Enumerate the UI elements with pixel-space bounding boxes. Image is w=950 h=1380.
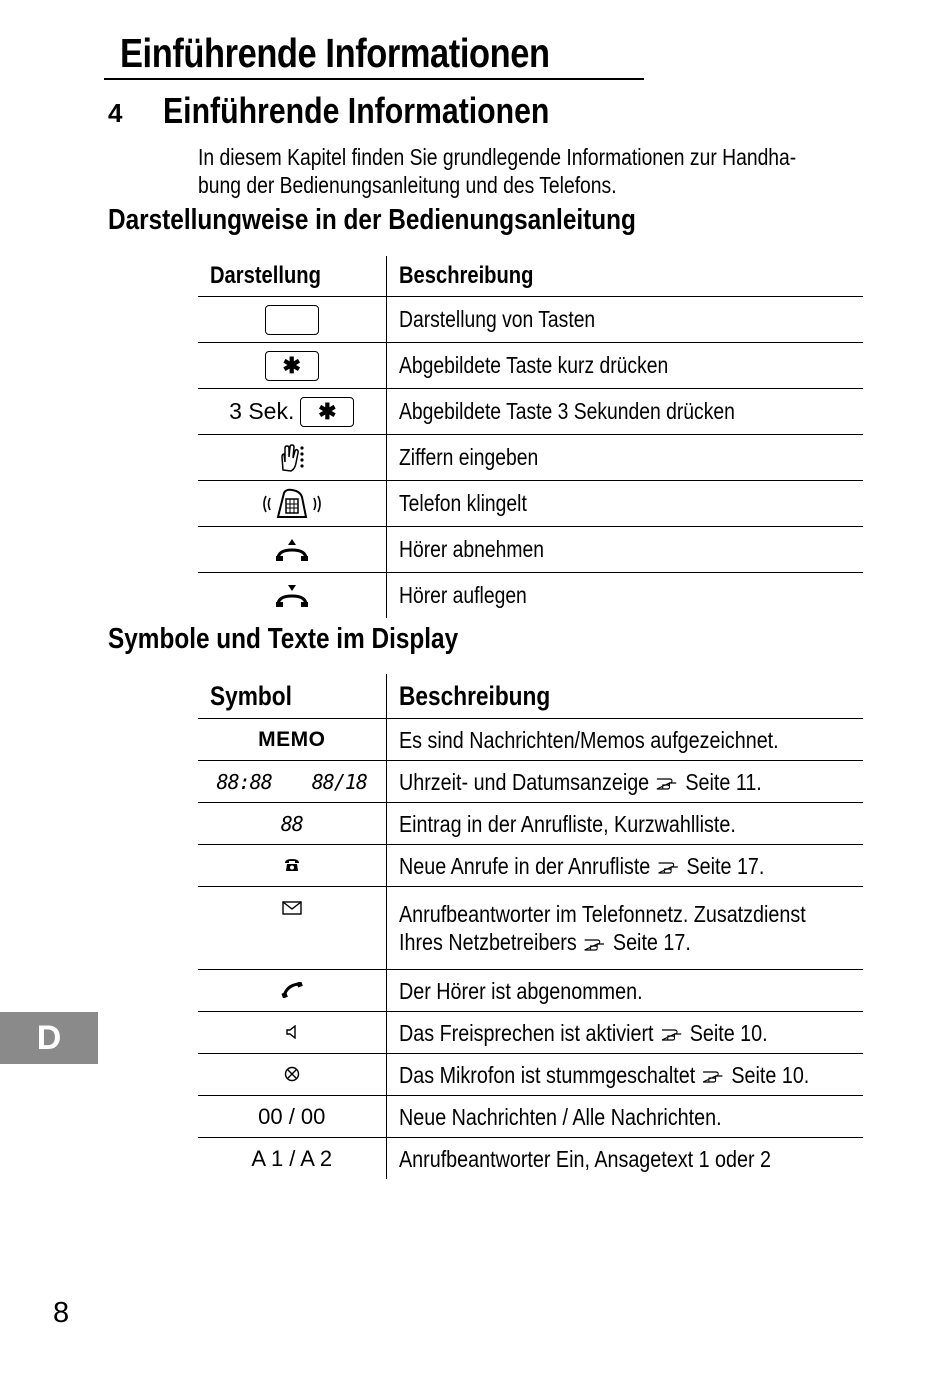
row-description: Telefon klingelt — [398, 490, 527, 516]
table-row — [198, 573, 863, 619]
column-header-symbol: Symbol — [198, 674, 386, 719]
row-description: Hörer abnehmen — [398, 536, 544, 562]
header-rule — [104, 78, 644, 80]
column-header-description: Beschreibung — [386, 256, 863, 297]
intro-paragraph — [198, 143, 910, 199]
handset-lift-icon — [275, 537, 309, 563]
table-row — [198, 719, 863, 761]
row-description: Anrufbeantworter im Telefonnetz. Zusatzdienst — [398, 901, 806, 927]
phone-list-icon — [284, 858, 300, 872]
row-description: Der Hörer ist abgenommen. — [398, 977, 643, 1004]
chapter-number: 4 — [108, 98, 123, 128]
date-symbol: 88/18 — [311, 769, 367, 794]
table-row — [198, 343, 863, 389]
entry-number-symbol: 88 — [280, 811, 303, 836]
intro-line: In diesem Kapitel finden Sie grundlegende Informationen zur Handha- — [198, 144, 797, 170]
table-row — [198, 1054, 863, 1096]
table-row — [198, 761, 863, 803]
column-header-symbol: Darstellung — [198, 256, 386, 297]
section-heading-display: Symbole und Texte im Display — [108, 623, 459, 655]
page-reference: Seite 17. — [612, 929, 691, 955]
page-reference: Seite 10. — [730, 1061, 809, 1088]
table-header-row — [198, 674, 863, 719]
column-header-description: Beschreibung — [386, 674, 863, 719]
table-row — [198, 845, 863, 887]
row-description: Abgebildete Taste 3 Sekunden drücken — [398, 398, 735, 424]
page-reference: Seite 10. — [689, 1019, 768, 1046]
blank-key-icon — [265, 305, 319, 335]
language-tab: D — [0, 1012, 98, 1064]
page-reference: Seite 17. — [685, 852, 764, 879]
pointing-hand-icon — [660, 1027, 682, 1041]
row-description: Uhrzeit- und Datumsanzeige — [398, 768, 649, 795]
table-row — [198, 1096, 863, 1138]
table-row — [198, 435, 863, 481]
handset-hangup-icon — [275, 583, 309, 609]
row-description: Hörer auflegen — [398, 582, 527, 608]
running-header: Einführende Informationen — [120, 30, 550, 76]
row-description: Das Mikrofon ist stummgeschaltet — [398, 1061, 695, 1088]
presentation-table — [198, 256, 863, 618]
duration-label: 3 Sek. — [229, 398, 295, 424]
table-row — [198, 1012, 863, 1054]
row-description: Eintrag in der Anrufliste, Kurzwahlliste. — [398, 810, 736, 837]
intro-line: bung der Bedienungsanleitung und des Telefons. — [198, 172, 617, 198]
row-description: Ziffern eingeben — [398, 444, 538, 470]
envelope-icon — [282, 901, 302, 915]
answering-machine-symbol: A 1 / A 2 — [251, 1145, 333, 1171]
ringing-phone-icon — [260, 487, 324, 521]
section-heading-presentation: Darstellungweise in der Bedienungsanleitung — [108, 204, 636, 236]
table-row — [198, 970, 863, 1012]
speaker-icon — [285, 1025, 299, 1039]
table-row — [198, 1138, 863, 1180]
page-reference: Seite 11. — [684, 768, 762, 795]
row-description: Das Freisprechen ist aktiviert — [398, 1019, 654, 1046]
pointing-hand-icon — [583, 937, 605, 951]
row-description: Anrufbeantworter Ein, Ansagetext 1 oder 2 — [398, 1145, 771, 1172]
mic-muted-icon — [284, 1066, 300, 1082]
table-row — [198, 389, 863, 435]
row-description: Es sind Nachrichten/Memos aufgezeichnet. — [398, 726, 779, 753]
pointing-hand-icon — [702, 1069, 724, 1083]
row-description: Neue Nachrichten / Alle Nachrichten. — [398, 1103, 722, 1130]
table-row — [198, 527, 863, 573]
keypad-hand-icon — [278, 443, 306, 473]
row-description: Neue Anrufe in der Anrufliste — [398, 852, 650, 879]
chapter-title: Einführende Informationen — [163, 90, 550, 131]
display-symbols-table — [198, 674, 863, 1179]
pointing-hand-icon — [657, 860, 679, 874]
star-key-icon: ✱ — [300, 397, 354, 427]
star-key-icon: ✱ — [265, 351, 319, 381]
row-description: Darstellung von Tasten — [398, 306, 595, 332]
row-description: Abgebildete Taste kurz drücken — [398, 352, 668, 378]
table-row — [198, 297, 863, 343]
memo-symbol: MEMO — [258, 727, 326, 751]
table-row — [198, 481, 863, 527]
page-number: 8 — [53, 1297, 70, 1329]
row-description-continued: Ihres Netzbetreibers — [398, 929, 577, 955]
pointing-hand-icon — [656, 776, 678, 790]
message-count-symbol: 00 / 00 — [258, 1103, 326, 1129]
table-row — [198, 887, 863, 970]
table-row — [198, 803, 863, 845]
table-header-row — [198, 256, 863, 297]
handset-offhook-icon — [281, 982, 303, 998]
time-symbol: 88:88 — [216, 769, 272, 794]
